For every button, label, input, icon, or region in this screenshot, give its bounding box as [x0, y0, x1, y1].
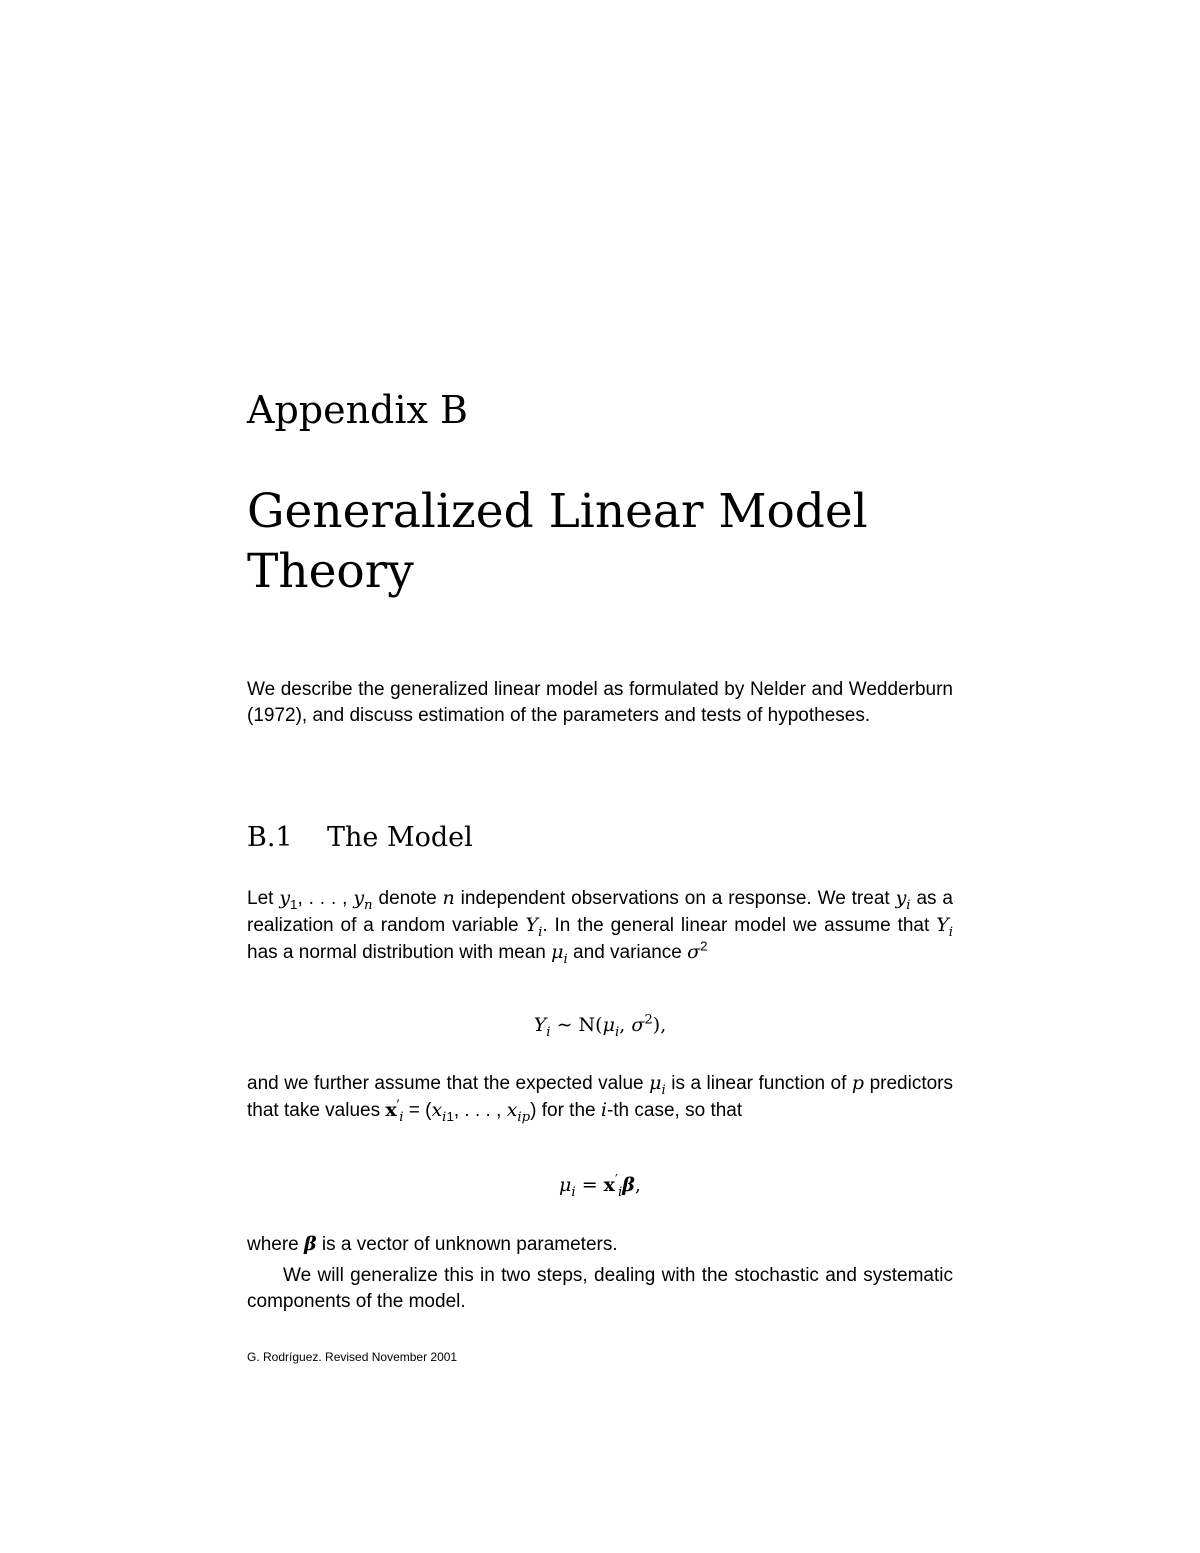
beta-paragraph: where β is a vector of unknown parameters. [247, 1233, 618, 1255]
model-paragraph: Let $y_1$, . . . , $y_n$ denote n independent observations on a response. We treat $y_i$ as a realization of a random variable $Y_i$. In the general linear model we assume that $Y_i$ has a normal distribution with mean $\mu_i$ and variance $\sigma^2$ [247, 887, 953, 967]
equation-normal: $Y_i$ ∼ $N(\mu_i$, $\sigma^2$), [533, 1012, 667, 1040]
footer-credit: G. Rodríguez. Revised November 2001 [247, 1350, 458, 1364]
section-heading [247, 820, 473, 856]
section-title: The Model [327, 822, 473, 853]
section-number: B.1 [247, 822, 293, 853]
intro-paragraph: We describe the generalized linear model as formulated by Nelder and Wedderburn (1972), and discuss estimation of the parameters and tests of hypotheses. [247, 679, 953, 726]
generalize-paragraph: We will generalize this in two steps, dealing with the stochastic and systematic components of the model. [247, 1265, 953, 1312]
appendix-label: Appendix B [247, 388, 468, 432]
equation-linear: $\mu_i = x'_i\beta$, [559, 1172, 641, 1200]
linear-predictor-paragraph: and we further assume that the expected value $\mu_i$ is a linear function of p predictors that take values $x'_i = (x_{i1}$, . . . , $x_{ip}$) for the i-th case, so that [247, 1072, 953, 1125]
chapter-title: Generalized Linear Model Theory [247, 484, 868, 599]
